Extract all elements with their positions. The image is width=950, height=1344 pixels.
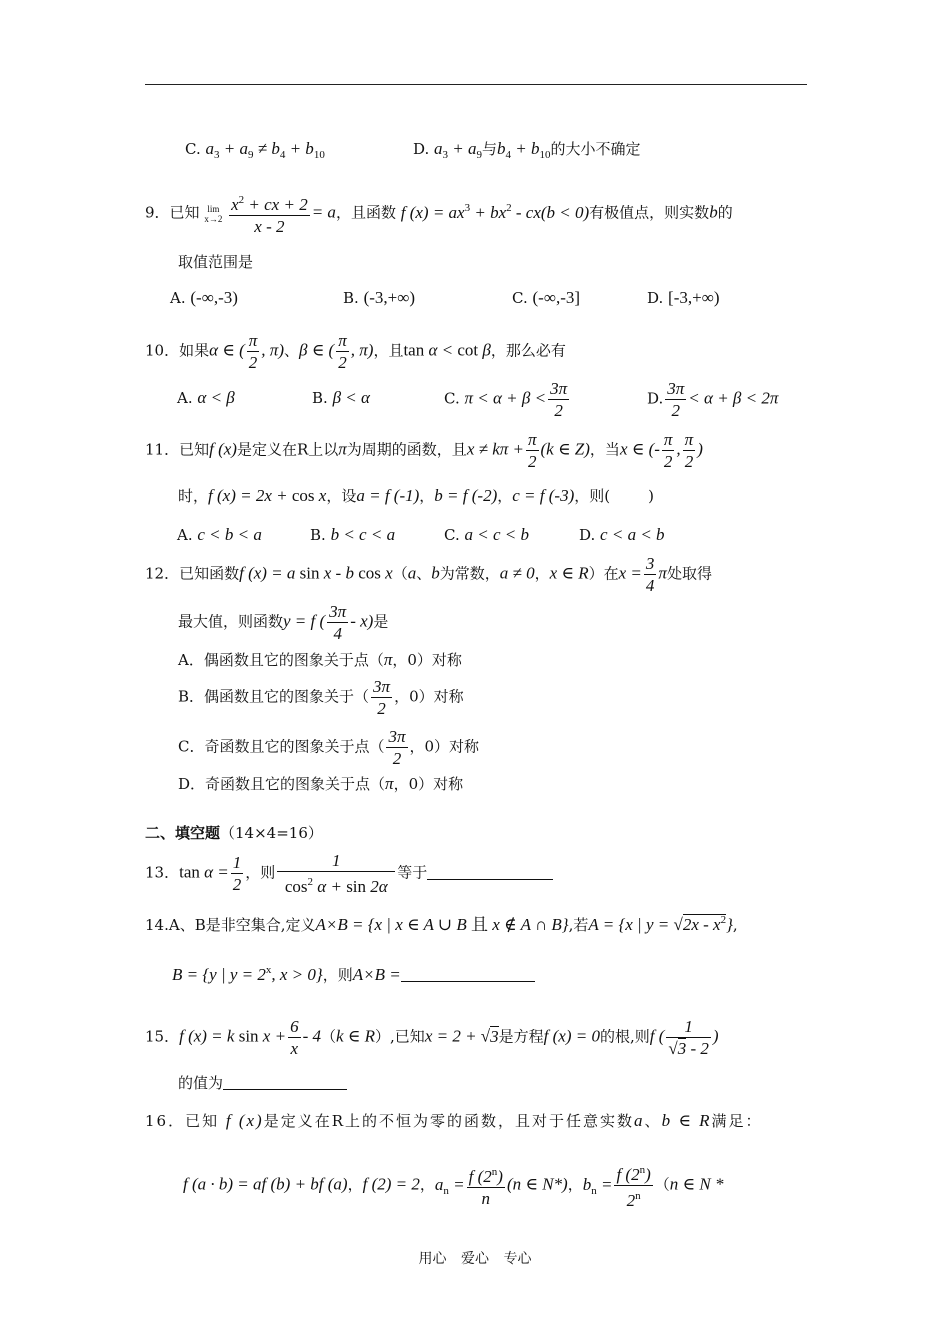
q9-option-c: C. (-∞,-3] <box>512 288 581 307</box>
q8-option-c: C. $a_3 + a_9 \ne b_4 + b_{10}$ <box>185 139 325 161</box>
question-16: 16．已知 f (x)是定义在R上的不恒为零的函数，且对于任意实数a、b ∈ R满足： <box>145 1111 763 1130</box>
q14-line2: B = {y | $y = 2^x$, x > 0}，则A×B = <box>172 960 535 985</box>
q11-line2: 时，f (x) = 2x + cos x，设a = f (-1)，b = f (-2)，c = f (-3)，则( ) <box>178 486 654 505</box>
q12-option-c: C．奇函数且它的图象关于点（ $\frac{3\pi}{2}$ ，0）对称 <box>178 727 480 768</box>
q8-option-d: D. $a_3 + a_9$与$b_4 + b_{10}$的大小不确定 <box>413 139 641 161</box>
question-12: 12．已知函数f (x) = a sin x - b cos x（a、b为常数，a ≠ 0，x ∈ R）在x = $\frac{3}{4}$ π处取得 <box>145 554 712 595</box>
q11-option-a: A. c < b < a <box>177 525 262 544</box>
section-2-heading: 二、填空题（14×4=16） <box>145 824 323 842</box>
q15-line2: 的值为 <box>178 1073 347 1093</box>
q10-option-d: D. $\frac{3\pi}{2}$ < α + β < 2π <box>647 379 779 420</box>
q12-line2: 最大值，则函数y = f ( $\frac{3\pi}{4}$ - x)是 <box>178 602 389 643</box>
q9-option-a: A. (-∞,-3) <box>170 288 238 307</box>
question-14: 14.A、B是非空集合,定义A×B = {x | x ∈ A ∪ B 且 x ∉ A ∩ B},若A = {x | $y = √2x - x^2$}, <box>145 914 738 934</box>
q11-option-d: D. c < a < b <box>579 525 665 544</box>
q16-line2: f (a · b) = af (b) + bf (a)，f (2) = 2，$a_n$ = $\frac{f (2^n)}{n}$ (n ∈ N*)，$b_n$ = $\frac{f (2^n)}{2^n}$ （n ∈ N * <box>183 1160 723 1211</box>
q12-option-d: D．奇函数且它的图象关于点（π，0）对称 <box>178 774 464 793</box>
q10-option-b: B. β < α <box>312 388 370 407</box>
q11-option-b: B. b < c < a <box>310 525 396 544</box>
page-footer: 用心 爱心 专心 <box>418 1251 532 1267</box>
question-11: 11．已知f (x)是定义在R上以π为周期的函数，且x ≠ kπ + $\frac{\pi}{2}$ (k ∈ Z)，当x ∈ (- $\frac{\pi}{2}$ , $\frac{\pi}{2}$ ) <box>145 430 703 471</box>
question-15: 15．f (x) = k sin x + $\frac{6}{x}$ - 4（k ∈ R）,已知x = 2 + √3是方程f (x) = 0的根,则f ( $\frac{1}{√3 - 2}$ ) <box>145 1017 719 1058</box>
q12-option-a: A．偶函数且它的图象关于点（π，0）对称 <box>178 650 462 669</box>
question-10: 10．如果α ∈ ( $\frac{\pi}{2}$ , π)、β ∈ ( $\frac{\pi}{2}$ , π)，且tan α < cot β，那么必有 <box>145 331 566 372</box>
q9-option-d: D. [-3,+∞) <box>647 288 720 307</box>
q11-option-c: C. a < c < b <box>444 525 529 544</box>
q9-option-b: B. (-3,+∞) <box>343 288 416 307</box>
q12-option-b: B．偶函数且它的图象关于（ $\frac{3\pi}{2}$ ，0）对称 <box>178 677 464 718</box>
q10-option-c: C. π < α + β < $\frac{3\pi}{2}$ <box>444 379 568 420</box>
header-rule <box>145 84 807 85</box>
question-13: 13．tan α = $\frac{1}{2}$ ，则 $\frac{1}{\cos^2 \alpha + \sin 2\alpha}$ 等于 <box>145 850 553 897</box>
q9-line2: 取值范围是 <box>178 253 254 271</box>
q10-option-a: A. α < β <box>177 388 235 407</box>
question-9: 9．已知 lim x→2 $\frac{x^2 + cx + 2}{x - 2}$ = a，且函数 f $(x) = ax^3 + bx^2 - cx(b < 0)$有极值点，则实数b的 <box>145 190 733 237</box>
